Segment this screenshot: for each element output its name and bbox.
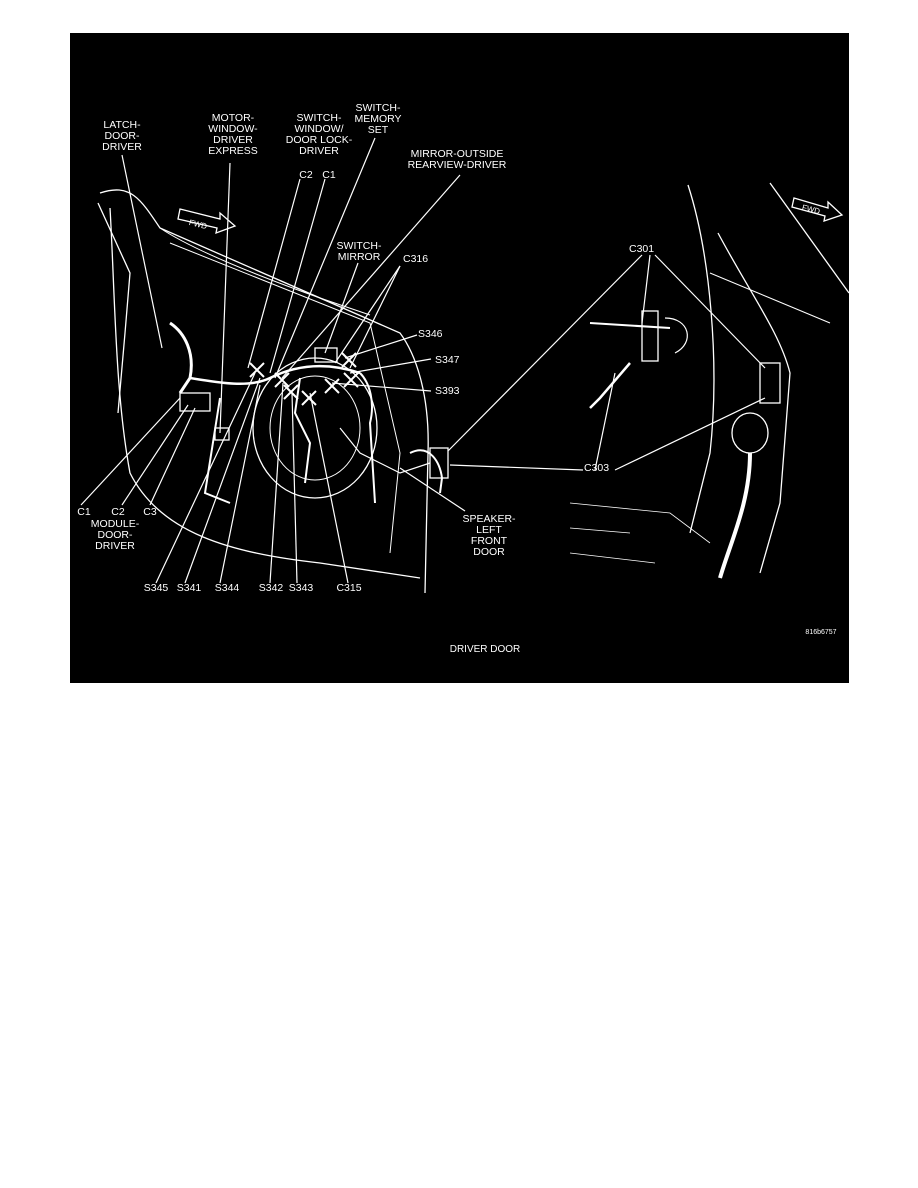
label-s346: S346 (418, 328, 443, 340)
harness-branch-center (295, 378, 310, 483)
pigtail (590, 363, 630, 408)
c301-detail (642, 311, 658, 361)
body-passthrough (410, 450, 442, 493)
latch-harness (170, 323, 191, 393)
label-switch-memory: SWITCH- MEMORY SET (354, 102, 402, 136)
label-module-c1: C1 (77, 506, 91, 518)
label-module-c2: C2 (111, 506, 125, 518)
fwd-label-right: FWD (801, 202, 821, 217)
wiring-diagram (70, 33, 849, 683)
label-s347: S347 (435, 354, 460, 366)
body-roof-edge (770, 183, 849, 293)
leader-lines (81, 138, 765, 583)
label-mirror-outside: MIRROR-OUTSIDE REARVIEW-DRIVER (407, 148, 507, 171)
label-c316: C316 (403, 253, 429, 265)
label-switch-window-c2: C2 (299, 169, 313, 181)
body-harness (720, 453, 750, 578)
door-lower-edge (110, 208, 420, 578)
figure-title: DRIVER DOOR (449, 644, 521, 655)
label-c315: C315 (336, 582, 362, 594)
label-switch-window: SWITCH- WINDOW/ DOOR LOCK- DRIVER (285, 112, 353, 157)
label-s345: S345 (143, 582, 169, 594)
harness-branch-rear (360, 373, 375, 503)
harness-branch-lower (205, 398, 230, 503)
body-pillar-front (688, 185, 714, 533)
label-module-c3: C3 (143, 506, 157, 518)
grommet (732, 413, 768, 453)
label-s342: S342 (258, 582, 284, 594)
label-s393: S393 (435, 385, 460, 397)
label-c303: C303 (584, 462, 610, 474)
label-switch-mirror: SWITCH- MIRROR (336, 240, 382, 263)
body-rail (710, 273, 830, 323)
label-switch-window-c1: C1 (322, 169, 336, 181)
label-s344: S344 (214, 582, 240, 594)
label-speaker: SPEAKER- LEFT FRONT DOOR (462, 513, 516, 558)
label-module: MODULE- DOOR- DRIVER (90, 518, 140, 552)
label-c301: C301 (629, 243, 655, 255)
fwd-label-left: FWD (188, 217, 208, 232)
label-latch: LATCH- DOOR- DRIVER (102, 119, 142, 153)
c303-left (430, 448, 448, 478)
connector-cap (665, 318, 687, 353)
label-s341: S341 (176, 582, 202, 594)
speaker-opening (253, 358, 377, 498)
label-s343: S343 (288, 582, 314, 594)
figure-id: 816b6757 (805, 629, 837, 636)
label-motor-window: MOTOR- WINDOW- DRIVER EXPRESS (208, 112, 258, 157)
floor-panel (570, 503, 710, 563)
c301-right (760, 363, 780, 403)
